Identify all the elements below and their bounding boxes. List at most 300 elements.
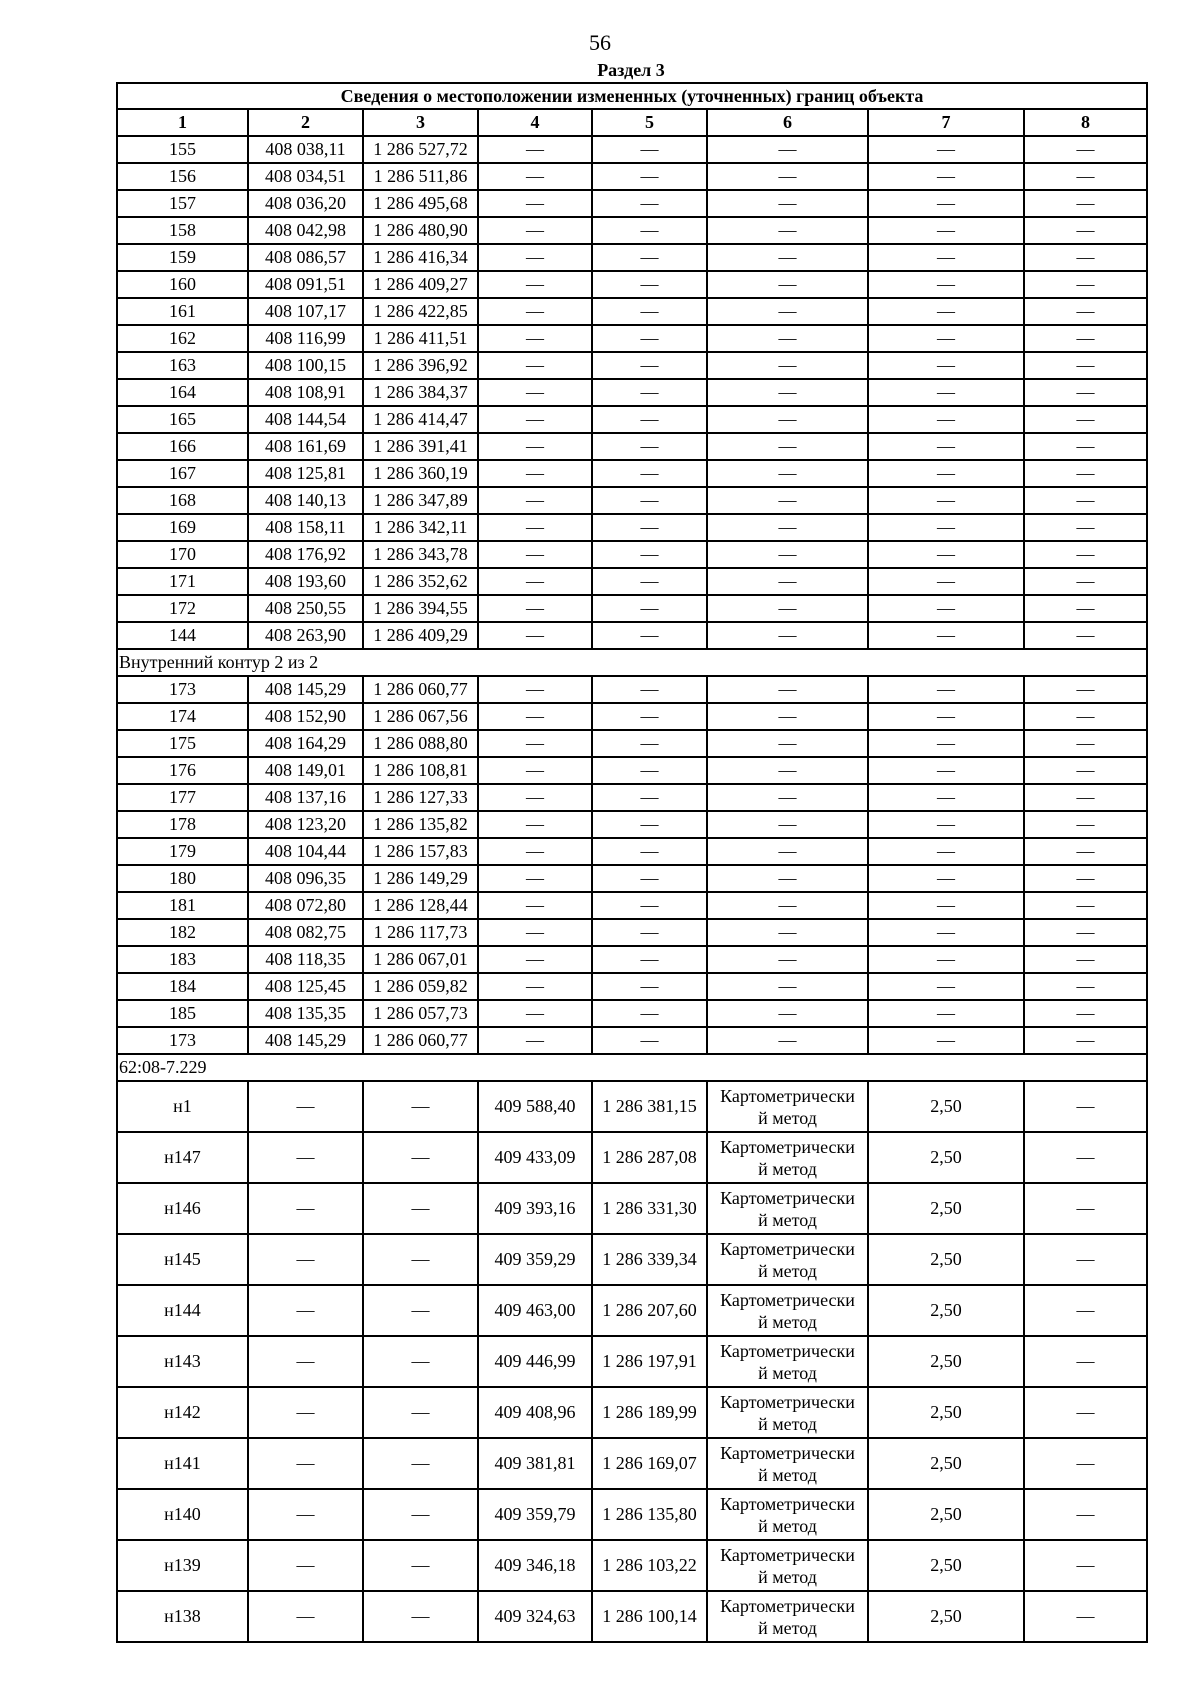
table-cell: —: [592, 217, 707, 244]
table-cell: —: [592, 703, 707, 730]
table-cell: —: [592, 136, 707, 163]
table-cell: —: [248, 1081, 363, 1132]
table-row: [117, 1540, 1147, 1591]
table-cell: —: [478, 433, 592, 460]
table-cell: —: [868, 514, 1024, 541]
table-cell: —: [478, 298, 592, 325]
table-cell: —: [478, 406, 592, 433]
table-cell: 175: [117, 730, 248, 757]
table-cell: —: [592, 514, 707, 541]
table-cell: 1 286 127,33: [363, 784, 478, 811]
table-cell: 1 286 339,34: [592, 1234, 707, 1285]
column-number-2: 2: [248, 109, 363, 136]
table-cell: 2,50: [868, 1591, 1024, 1642]
method-cell: [707, 1336, 868, 1387]
table-cell: 1 286 527,72: [363, 136, 478, 163]
table-cell: —: [1024, 676, 1147, 703]
table-cell: —: [248, 1132, 363, 1183]
table-cell: 164: [117, 379, 248, 406]
table-cell: —: [1024, 1132, 1147, 1183]
table-cell: 1 286 135,80: [592, 1489, 707, 1540]
table-cell: 165: [117, 406, 248, 433]
table-cell: 1 286 343,78: [363, 541, 478, 568]
table-cell: —: [1024, 865, 1147, 892]
table-cell: —: [478, 1027, 592, 1054]
table-cell: н143: [117, 1336, 248, 1387]
table-row: [117, 298, 1147, 325]
table-cell: 2,50: [868, 1438, 1024, 1489]
table-cell: 1 286 416,34: [363, 244, 478, 271]
table-cell: 163: [117, 352, 248, 379]
table-cell: —: [363, 1489, 478, 1540]
table-cell: 160: [117, 271, 248, 298]
table-cell: —: [478, 703, 592, 730]
table-cell: —: [707, 730, 868, 757]
table-cell: —: [868, 352, 1024, 379]
table-cell: —: [248, 1285, 363, 1336]
table-cell: —: [478, 325, 592, 352]
table-cell: 408 116,99: [248, 325, 363, 352]
table-cell: 156: [117, 163, 248, 190]
table-cell: —: [1024, 1081, 1147, 1132]
table-cell: —: [1024, 325, 1147, 352]
table-cell: —: [478, 1000, 592, 1027]
table-cell: 173: [117, 676, 248, 703]
table-cell: н140: [117, 1489, 248, 1540]
table-cell: 1 286 480,90: [363, 217, 478, 244]
table-cell: —: [592, 190, 707, 217]
table-cell: 2,50: [868, 1081, 1024, 1132]
table-cell: —: [707, 892, 868, 919]
table-cell: —: [707, 298, 868, 325]
table-cell: 408 107,17: [248, 298, 363, 325]
method-text-line2: й метод: [758, 1260, 817, 1281]
table-cell: —: [868, 946, 1024, 973]
table-cell: 409 393,16: [478, 1183, 592, 1234]
table-row: [117, 757, 1147, 784]
table-cell: 408 123,20: [248, 811, 363, 838]
table-cell: 1 286 189,99: [592, 1387, 707, 1438]
table-cell: —: [868, 244, 1024, 271]
table-row: [117, 892, 1147, 919]
table-cell: —: [478, 460, 592, 487]
table-cell: 2,50: [868, 1387, 1024, 1438]
table-cell: —: [1024, 784, 1147, 811]
table-cell: —: [592, 352, 707, 379]
table-cell: —: [592, 730, 707, 757]
table-cell: 162: [117, 325, 248, 352]
table-cell: —: [248, 1336, 363, 1387]
table-cell: —: [707, 784, 868, 811]
table-row: [117, 325, 1147, 352]
method-cell: [707, 1387, 868, 1438]
table-cell: —: [248, 1489, 363, 1540]
table-cell: —: [707, 379, 868, 406]
table-cell: —: [478, 973, 592, 1000]
table-cell: н141: [117, 1438, 248, 1489]
table-row: [117, 1387, 1147, 1438]
table-row: [117, 352, 1147, 379]
page-number: 56: [589, 30, 611, 55]
method-text-line1: Картометрически: [720, 1595, 855, 1616]
section-title: Раздел 3: [597, 60, 665, 80]
table-cell: —: [363, 1540, 478, 1591]
table-cell: 170: [117, 541, 248, 568]
method-text-line1: Картометрически: [720, 1391, 855, 1412]
table-cell: 408 118,35: [248, 946, 363, 973]
table-row: [117, 487, 1147, 514]
table-row: [117, 919, 1147, 946]
table-cell: —: [1024, 352, 1147, 379]
table-row: [117, 595, 1147, 622]
table-row: [117, 1234, 1147, 1285]
table-cell: 1 286 342,11: [363, 514, 478, 541]
table-cell: 1 286 287,08: [592, 1132, 707, 1183]
table-cell: 180: [117, 865, 248, 892]
table-cell: 1 286 060,77: [363, 676, 478, 703]
table-row: [117, 541, 1147, 568]
table-cell: —: [1024, 217, 1147, 244]
table-cell: 408 263,90: [248, 622, 363, 649]
table-cell: —: [1024, 1234, 1147, 1285]
table-cell: —: [592, 325, 707, 352]
table-cell: —: [248, 1234, 363, 1285]
coordinates-table: [116, 82, 1148, 1643]
table-cell: —: [592, 298, 707, 325]
table-cell: —: [707, 838, 868, 865]
table-row: [117, 1081, 1147, 1132]
table-row: [117, 1000, 1147, 1027]
table-cell: —: [592, 811, 707, 838]
table-cell: —: [1024, 568, 1147, 595]
table-cell: —: [592, 1027, 707, 1054]
object-label-row: [117, 1054, 1147, 1081]
table-cell: 408 125,45: [248, 973, 363, 1000]
table-cell: —: [478, 838, 592, 865]
table-cell: 1 286 360,19: [363, 460, 478, 487]
table-cell: 1 286 135,82: [363, 811, 478, 838]
method-text-line2: й метод: [758, 1617, 817, 1638]
table-cell: 176: [117, 757, 248, 784]
table-cell: —: [707, 514, 868, 541]
method-text-line1: Картометрически: [720, 1544, 855, 1565]
table-cell: —: [868, 811, 1024, 838]
table-row: [117, 406, 1147, 433]
method-cell: [707, 1540, 868, 1591]
table-cell: —: [478, 946, 592, 973]
table-cell: 1 286 207,60: [592, 1285, 707, 1336]
table-cell: —: [868, 757, 1024, 784]
table-cell: —: [707, 433, 868, 460]
table-cell: 185: [117, 1000, 248, 1027]
table-cell: —: [478, 217, 592, 244]
table-row: [117, 1183, 1147, 1234]
table-cell: —: [1024, 244, 1147, 271]
table-cell: 172: [117, 595, 248, 622]
table-cell: —: [363, 1438, 478, 1489]
table-cell: 408 091,51: [248, 271, 363, 298]
table-cell: —: [707, 946, 868, 973]
table-cell: 177: [117, 784, 248, 811]
table-cell: —: [868, 838, 1024, 865]
table-row: [117, 1132, 1147, 1183]
table-cell: —: [868, 163, 1024, 190]
table-cell: 408 140,13: [248, 487, 363, 514]
table-cell: 167: [117, 460, 248, 487]
table-row: [117, 1489, 1147, 1540]
table-cell: 409 324,63: [478, 1591, 592, 1642]
table-cell: —: [868, 919, 1024, 946]
table-cell: —: [363, 1183, 478, 1234]
table-row: [117, 217, 1147, 244]
table-row: [117, 622, 1147, 649]
table-cell: —: [707, 757, 868, 784]
table-cell: —: [868, 595, 1024, 622]
table-cell: —: [1024, 1591, 1147, 1642]
table-cell: 408 137,16: [248, 784, 363, 811]
method-cell: [707, 1489, 868, 1540]
table-cell: 1 286 409,29: [363, 622, 478, 649]
table-cell: 2,50: [868, 1489, 1024, 1540]
table-cell: —: [707, 163, 868, 190]
table-cell: 161: [117, 298, 248, 325]
table-cell: —: [868, 487, 1024, 514]
table-cell: 1 286 331,30: [592, 1183, 707, 1234]
table-cell: 183: [117, 946, 248, 973]
table-cell: 1 286 169,07: [592, 1438, 707, 1489]
table-cell: 409 433,09: [478, 1132, 592, 1183]
table-cell: —: [1024, 1387, 1147, 1438]
table-cell: —: [707, 595, 868, 622]
table-cell: —: [1024, 919, 1147, 946]
table-cell: —: [478, 190, 592, 217]
table-row: [117, 460, 1147, 487]
table-cell: —: [1024, 298, 1147, 325]
table-cell: —: [868, 136, 1024, 163]
table-cell: —: [868, 190, 1024, 217]
table-cell: 1 286 100,14: [592, 1591, 707, 1642]
table-cell: —: [478, 352, 592, 379]
table-cell: 408 036,20: [248, 190, 363, 217]
table-cell: 2,50: [868, 1132, 1024, 1183]
table-cell: —: [478, 514, 592, 541]
table-cell: 166: [117, 433, 248, 460]
method-text-line2: й метод: [758, 1158, 817, 1179]
table-cell: —: [707, 460, 868, 487]
table-cell: —: [1024, 1438, 1147, 1489]
table-cell: 168: [117, 487, 248, 514]
contour-label-row: [117, 649, 1147, 676]
table-cell: 409 381,81: [478, 1438, 592, 1489]
table-cell: 408 145,29: [248, 1027, 363, 1054]
table-cell: 1 286 128,44: [363, 892, 478, 919]
table-cell: 409 359,29: [478, 1234, 592, 1285]
column-number-row: [117, 109, 1147, 136]
table-cell: —: [868, 1027, 1024, 1054]
table-row: [117, 379, 1147, 406]
table-cell: 1 286 088,80: [363, 730, 478, 757]
method-text-line2: й метод: [758, 1566, 817, 1587]
table-cell: 1 286 384,37: [363, 379, 478, 406]
table-cell: 2,50: [868, 1234, 1024, 1285]
table-cell: 1 286 057,73: [363, 1000, 478, 1027]
table-cell: 408 072,80: [248, 892, 363, 919]
table-cell: 408 125,81: [248, 460, 363, 487]
method-text-line1: Картометрически: [720, 1493, 855, 1514]
table-cell: 1 286 347,89: [363, 487, 478, 514]
table-row: [117, 271, 1147, 298]
table-row: [117, 514, 1147, 541]
table-cell: 1 286 495,68: [363, 190, 478, 217]
table-row: [117, 568, 1147, 595]
table-cell: —: [1024, 1285, 1147, 1336]
table-row: [117, 1027, 1147, 1054]
table-cell: —: [868, 217, 1024, 244]
table-cell: —: [592, 676, 707, 703]
table-cell: —: [592, 919, 707, 946]
table-cell: —: [707, 973, 868, 1000]
table-cell: 1 286 409,27: [363, 271, 478, 298]
table-cell: —: [707, 703, 868, 730]
table-cell: 408 176,92: [248, 541, 363, 568]
table-cell: —: [248, 1387, 363, 1438]
table-cell: —: [1024, 1489, 1147, 1540]
table-cell: —: [592, 271, 707, 298]
table-row: [117, 865, 1147, 892]
table-cell: —: [707, 541, 868, 568]
table-cell: 169: [117, 514, 248, 541]
table-cell: —: [248, 1438, 363, 1489]
table-cell: —: [868, 1000, 1024, 1027]
table-cell: 173: [117, 1027, 248, 1054]
column-number-3: 3: [363, 109, 478, 136]
table-cell: —: [478, 568, 592, 595]
table-cell: 408 145,29: [248, 676, 363, 703]
table-cell: 409 408,96: [478, 1387, 592, 1438]
table-row: [117, 244, 1147, 271]
table-row: [117, 1336, 1147, 1387]
table-cell: —: [707, 217, 868, 244]
table-row: [117, 163, 1147, 190]
table-cell: н139: [117, 1540, 248, 1591]
table-cell: —: [868, 676, 1024, 703]
table-cell: 1 286 394,55: [363, 595, 478, 622]
table-cell: 1 286 157,83: [363, 838, 478, 865]
table-cell: —: [592, 244, 707, 271]
table-row: [117, 190, 1147, 217]
method-text-line2: й метод: [758, 1311, 817, 1332]
method-text-line2: й метод: [758, 1209, 817, 1230]
table-title: Сведения о местоположении измененных (уточненных) границ объекта: [117, 83, 1147, 109]
table-cell: 408 152,90: [248, 703, 363, 730]
table-cell: —: [707, 136, 868, 163]
table-cell: —: [868, 784, 1024, 811]
method-cell: [707, 1132, 868, 1183]
table-cell: —: [707, 1000, 868, 1027]
table-cell: —: [363, 1591, 478, 1642]
method-text-line2: й метод: [758, 1515, 817, 1536]
table-row: [117, 703, 1147, 730]
table-cell: —: [1024, 757, 1147, 784]
table-row: [117, 676, 1147, 703]
table-cell: —: [592, 487, 707, 514]
table-cell: 408 104,44: [248, 838, 363, 865]
table-row: [117, 730, 1147, 757]
table-row: [117, 1438, 1147, 1489]
method-cell: [707, 1591, 868, 1642]
table-cell: 408 149,01: [248, 757, 363, 784]
table-cell: —: [707, 919, 868, 946]
table-cell: —: [1024, 622, 1147, 649]
table-cell: 1 286 381,15: [592, 1081, 707, 1132]
table-cell: —: [707, 271, 868, 298]
method-text-line1: Картометрически: [720, 1238, 855, 1259]
table-cell: 155: [117, 136, 248, 163]
table-cell: 409 588,40: [478, 1081, 592, 1132]
table-cell: —: [478, 784, 592, 811]
table-cell: 174: [117, 703, 248, 730]
table-cell: —: [1024, 1336, 1147, 1387]
table-cell: —: [1024, 811, 1147, 838]
table-row: [117, 784, 1147, 811]
table-cell: —: [248, 1540, 363, 1591]
table-cell: 1 286 060,77: [363, 1027, 478, 1054]
table-cell: 1 286 511,86: [363, 163, 478, 190]
table-cell: 1 286 197,91: [592, 1336, 707, 1387]
table-cell: —: [478, 487, 592, 514]
method-text-line2: й метод: [758, 1464, 817, 1485]
table-cell: 1 286 067,56: [363, 703, 478, 730]
table-cell: 179: [117, 838, 248, 865]
table-cell: —: [592, 568, 707, 595]
table-cell: —: [363, 1285, 478, 1336]
table-cell: —: [1024, 406, 1147, 433]
table-row: [117, 946, 1147, 973]
table-cell: 1 286 422,85: [363, 298, 478, 325]
table-cell: —: [707, 622, 868, 649]
table-cell: н145: [117, 1234, 248, 1285]
table-cell: —: [707, 865, 868, 892]
table-cell: 2,50: [868, 1336, 1024, 1387]
method-cell: [707, 1081, 868, 1132]
table-cell: 408 193,60: [248, 568, 363, 595]
table-cell: —: [363, 1081, 478, 1132]
table-cell: —: [868, 379, 1024, 406]
table-cell: н144: [117, 1285, 248, 1336]
table-row: [117, 1285, 1147, 1336]
table-row: [117, 973, 1147, 1000]
table-cell: —: [592, 622, 707, 649]
table-cell: —: [363, 1387, 478, 1438]
table-cell: —: [478, 271, 592, 298]
table-cell: —: [592, 973, 707, 1000]
table-cell: 408 034,51: [248, 163, 363, 190]
table-cell: —: [592, 1000, 707, 1027]
column-number-5: 5: [592, 109, 707, 136]
table-cell: —: [1024, 271, 1147, 298]
table-cell: 159: [117, 244, 248, 271]
table-cell: —: [592, 946, 707, 973]
table-cell: —: [248, 1591, 363, 1642]
table-cell: —: [1024, 1000, 1147, 1027]
table-cell: 184: [117, 973, 248, 1000]
table-cell: —: [478, 244, 592, 271]
table-cell: —: [868, 622, 1024, 649]
table-cell: —: [1024, 136, 1147, 163]
table-cell: —: [478, 865, 592, 892]
method-text-line1: Картометрически: [720, 1289, 855, 1310]
table-cell: —: [707, 190, 868, 217]
